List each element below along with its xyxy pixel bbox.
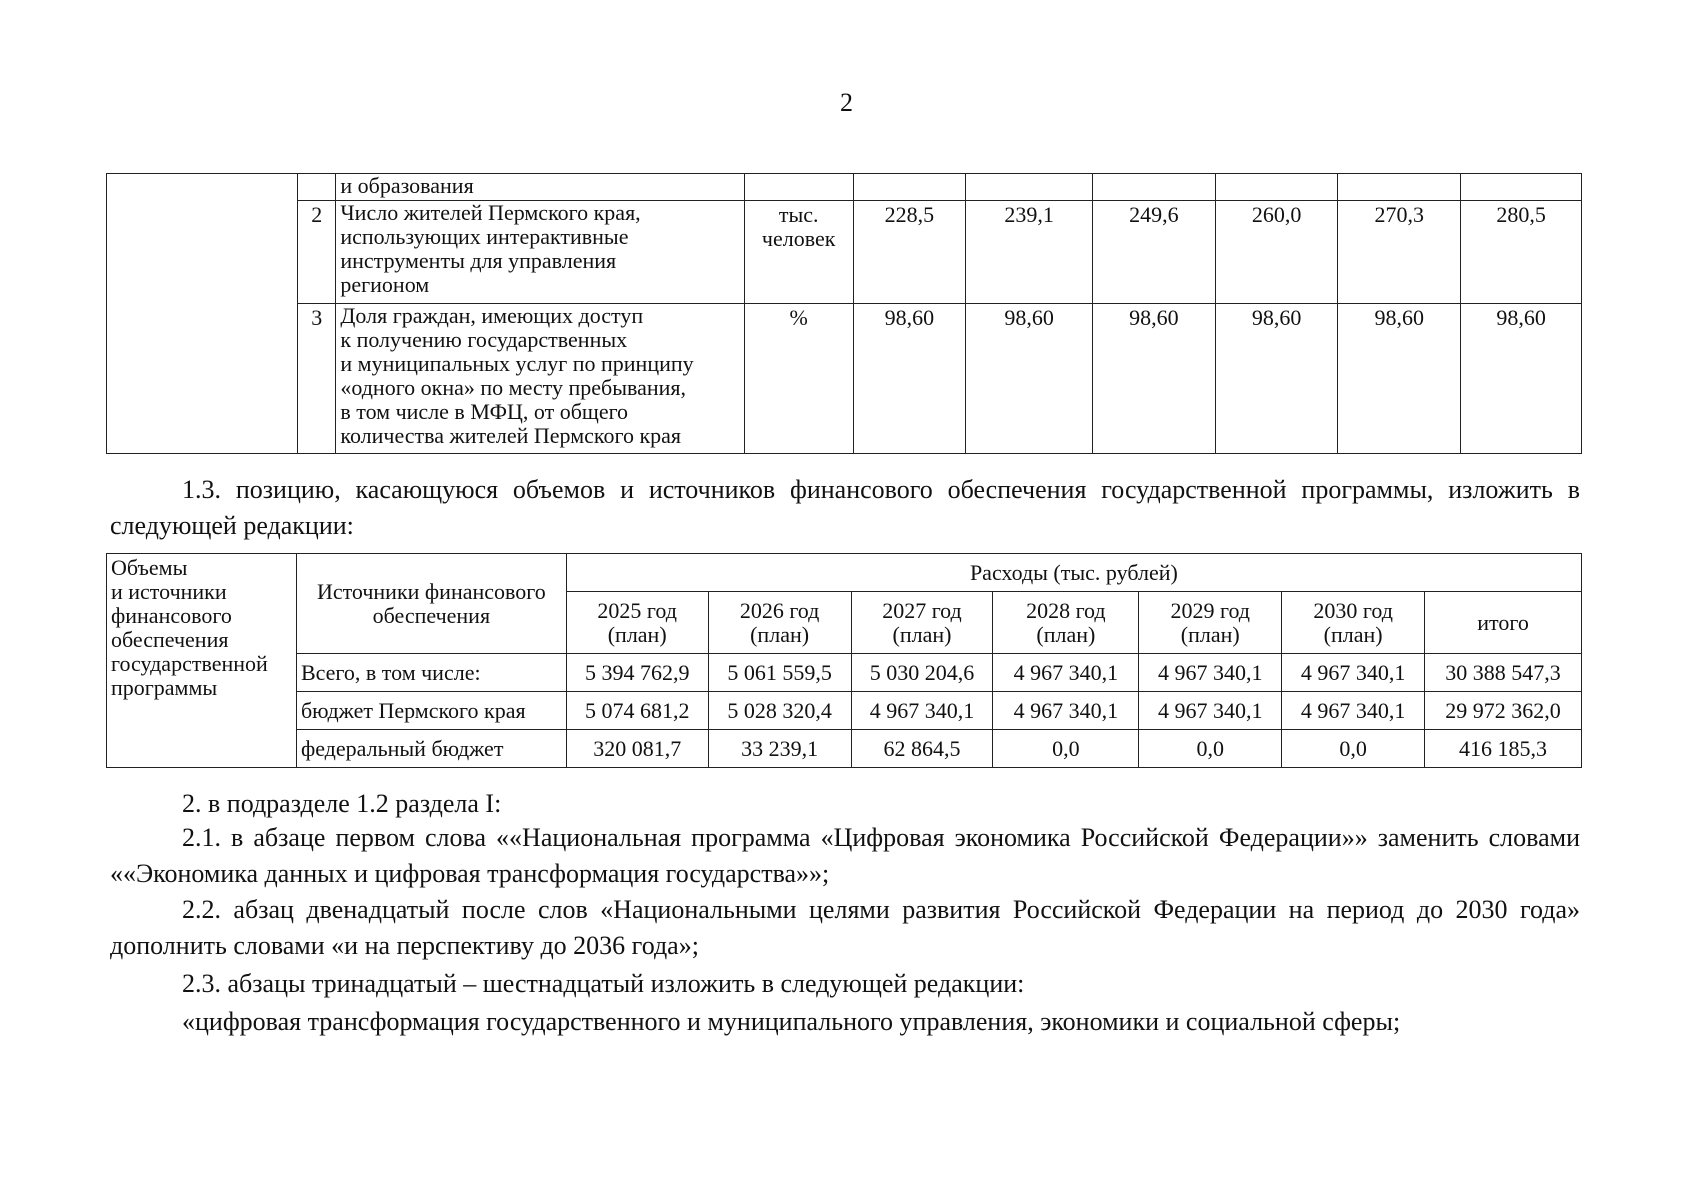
table-cell (1092, 174, 1215, 201)
text-line: количества жителей Пермского края (340, 423, 682, 448)
table-cell (298, 174, 336, 201)
program-financing-label (107, 554, 297, 768)
text-line: 2025 год (597, 597, 677, 623)
value-cell: 416 185,3 (1425, 730, 1582, 768)
value-cell: 5 061 559,5 (708, 654, 851, 692)
page-number: 2 (840, 88, 853, 117)
text-line: финансового (111, 603, 232, 628)
table-cell (1215, 174, 1338, 201)
table-row (107, 554, 1582, 592)
paragraph-2-2: 2.2. абзац двенадцатый после слов «Национальными целями развития Российской Федерации на период до 2030 года» дополнить словами «и на перспективу до 2036 года»; (110, 895, 1580, 960)
value-cell: 4 967 340,1 (1139, 692, 1282, 730)
table-row (107, 174, 1582, 201)
text-line: 2029 год (1170, 597, 1251, 623)
text-line: и источники (111, 579, 227, 604)
year-header (1282, 592, 1425, 654)
continued-indicator-text: и образования (336, 174, 744, 201)
table-cell (853, 174, 966, 201)
text-line: Число жителей Пермского края, (340, 200, 641, 225)
text-line: Объемы (111, 555, 188, 580)
paragraph-2-1: 2.1. в абзаце первом слова ««Национальная программа «Цифровая экономика Российской Федерации»» заменить словами ««Экономика данных и цифровая трансформация государства»»; (110, 823, 1580, 888)
text-line: Источники финансового (316, 578, 546, 604)
indicators-table (106, 173, 1582, 454)
year-header (708, 592, 851, 654)
text-line: инструменты для управления (340, 248, 617, 273)
table-row (107, 730, 1582, 768)
table-row (107, 654, 1582, 692)
row-number: 3 (298, 304, 336, 454)
value-cell: 33 239,1 (708, 730, 851, 768)
value-cell: 5 028 320,4 (708, 692, 851, 730)
value-cell: 30 388 547,3 (1425, 654, 1582, 692)
text-line: и муниципальных услуг по принципу (340, 351, 694, 376)
text-line: «одного окна» по месту пребывания, (340, 375, 687, 400)
paragraph-quote: «цифровая трансформация государственного и муниципального управления, экономики и социальной сферы; (182, 1007, 1401, 1036)
text-line: 2026 год (739, 597, 820, 623)
text-line: программы (111, 675, 218, 700)
value-cell: 239,1 (966, 201, 1093, 304)
value-cell: 98,60 (1215, 304, 1338, 454)
expenses-header: Расходы (тыс. рублей) (566, 554, 1581, 592)
text-line: (план) (1323, 621, 1383, 647)
table-row (107, 201, 1582, 304)
value-cell: 98,60 (1338, 304, 1461, 454)
text-line: (план) (892, 621, 952, 647)
text-line: в том числе в МФЦ, от общего (340, 399, 629, 424)
text-line: человек (761, 226, 836, 251)
value-cell: 98,60 (1092, 304, 1215, 454)
text-line: 2028 год (1026, 597, 1106, 623)
value-cell: 62 864,5 (851, 730, 993, 768)
row-label: федеральный бюджет (296, 730, 566, 768)
table-row (107, 692, 1582, 730)
text-line: обеспечения (111, 627, 229, 652)
row-label: бюджет Пермского края (296, 692, 566, 730)
paragraph-2-3: 2.3. абзацы тринадцатый – шестнадцатый изложить в следующей редакции: (182, 969, 1025, 998)
paragraph-2: 2. в подразделе 1.2 раздела I: (182, 789, 502, 818)
value-cell: 320 081,7 (566, 730, 708, 768)
sources-header (296, 554, 566, 654)
year-header (1139, 592, 1282, 654)
text-line: тыс. (778, 202, 819, 227)
value-cell: 0,0 (1139, 730, 1282, 768)
unit-cell (744, 304, 853, 454)
year-header (993, 592, 1139, 654)
value-cell: 98,60 (853, 304, 966, 454)
value-cell: 5 394 762,9 (566, 654, 708, 692)
text-line: 2027 год (882, 597, 962, 623)
text-line: государственной (111, 651, 268, 676)
value-cell: 270,3 (1338, 201, 1461, 304)
value-cell: 280,5 (1461, 201, 1582, 304)
table-cell (1338, 174, 1461, 201)
text-line: % (789, 305, 808, 330)
text-line: 2030 год (1313, 597, 1393, 623)
total-header: итого (1425, 592, 1582, 654)
value-cell: 4 967 340,1 (1282, 692, 1425, 730)
value-cell: 228,5 (853, 201, 966, 304)
value-cell: 5 074 681,2 (566, 692, 708, 730)
row-number: 2 (298, 201, 336, 304)
table-cell (1461, 174, 1582, 201)
text-line: Доля граждан, имеющих доступ (340, 303, 644, 328)
table-row (107, 304, 1582, 454)
indicator-name (336, 201, 744, 304)
row-label: Всего, в том числе: (296, 654, 566, 692)
table-cell (744, 174, 853, 201)
value-cell: 260,0 (1215, 201, 1338, 304)
table-cell (966, 174, 1093, 201)
table-cell (107, 174, 298, 454)
value-cell: 4 967 340,1 (1139, 654, 1282, 692)
financing-table (106, 553, 1582, 768)
text-line: (план) (1180, 621, 1240, 647)
value-cell: 4 967 340,1 (993, 654, 1139, 692)
text-line: обеспечения (372, 602, 491, 628)
text-line: регионом (340, 272, 430, 297)
value-cell: 29 972 362,0 (1425, 692, 1582, 730)
indicator-name (336, 304, 744, 454)
unit-cell (744, 201, 853, 304)
value-cell: 4 967 340,1 (993, 692, 1139, 730)
value-cell: 249,6 (1092, 201, 1215, 304)
value-cell: 4 967 340,1 (1282, 654, 1425, 692)
year-header (851, 592, 993, 654)
value-cell: 0,0 (1282, 730, 1425, 768)
text-line: к получению государственных (340, 327, 628, 352)
year-header (566, 592, 708, 654)
value-cell: 98,60 (1461, 304, 1582, 454)
paragraph-1-3: 1.3. позицию, касающуюся объемов и источников финансового обеспечения государственной программы, изложить в следующей редакции: (110, 475, 1580, 540)
value-cell: 4 967 340,1 (851, 692, 993, 730)
value-cell: 0,0 (993, 730, 1139, 768)
value-cell: 98,60 (966, 304, 1093, 454)
text-line: (план) (750, 621, 810, 647)
text-line: использующих интерактивные (340, 224, 629, 249)
value-cell: 5 030 204,6 (851, 654, 993, 692)
text-line: (план) (607, 621, 667, 647)
text-line: (план) (1036, 621, 1096, 647)
